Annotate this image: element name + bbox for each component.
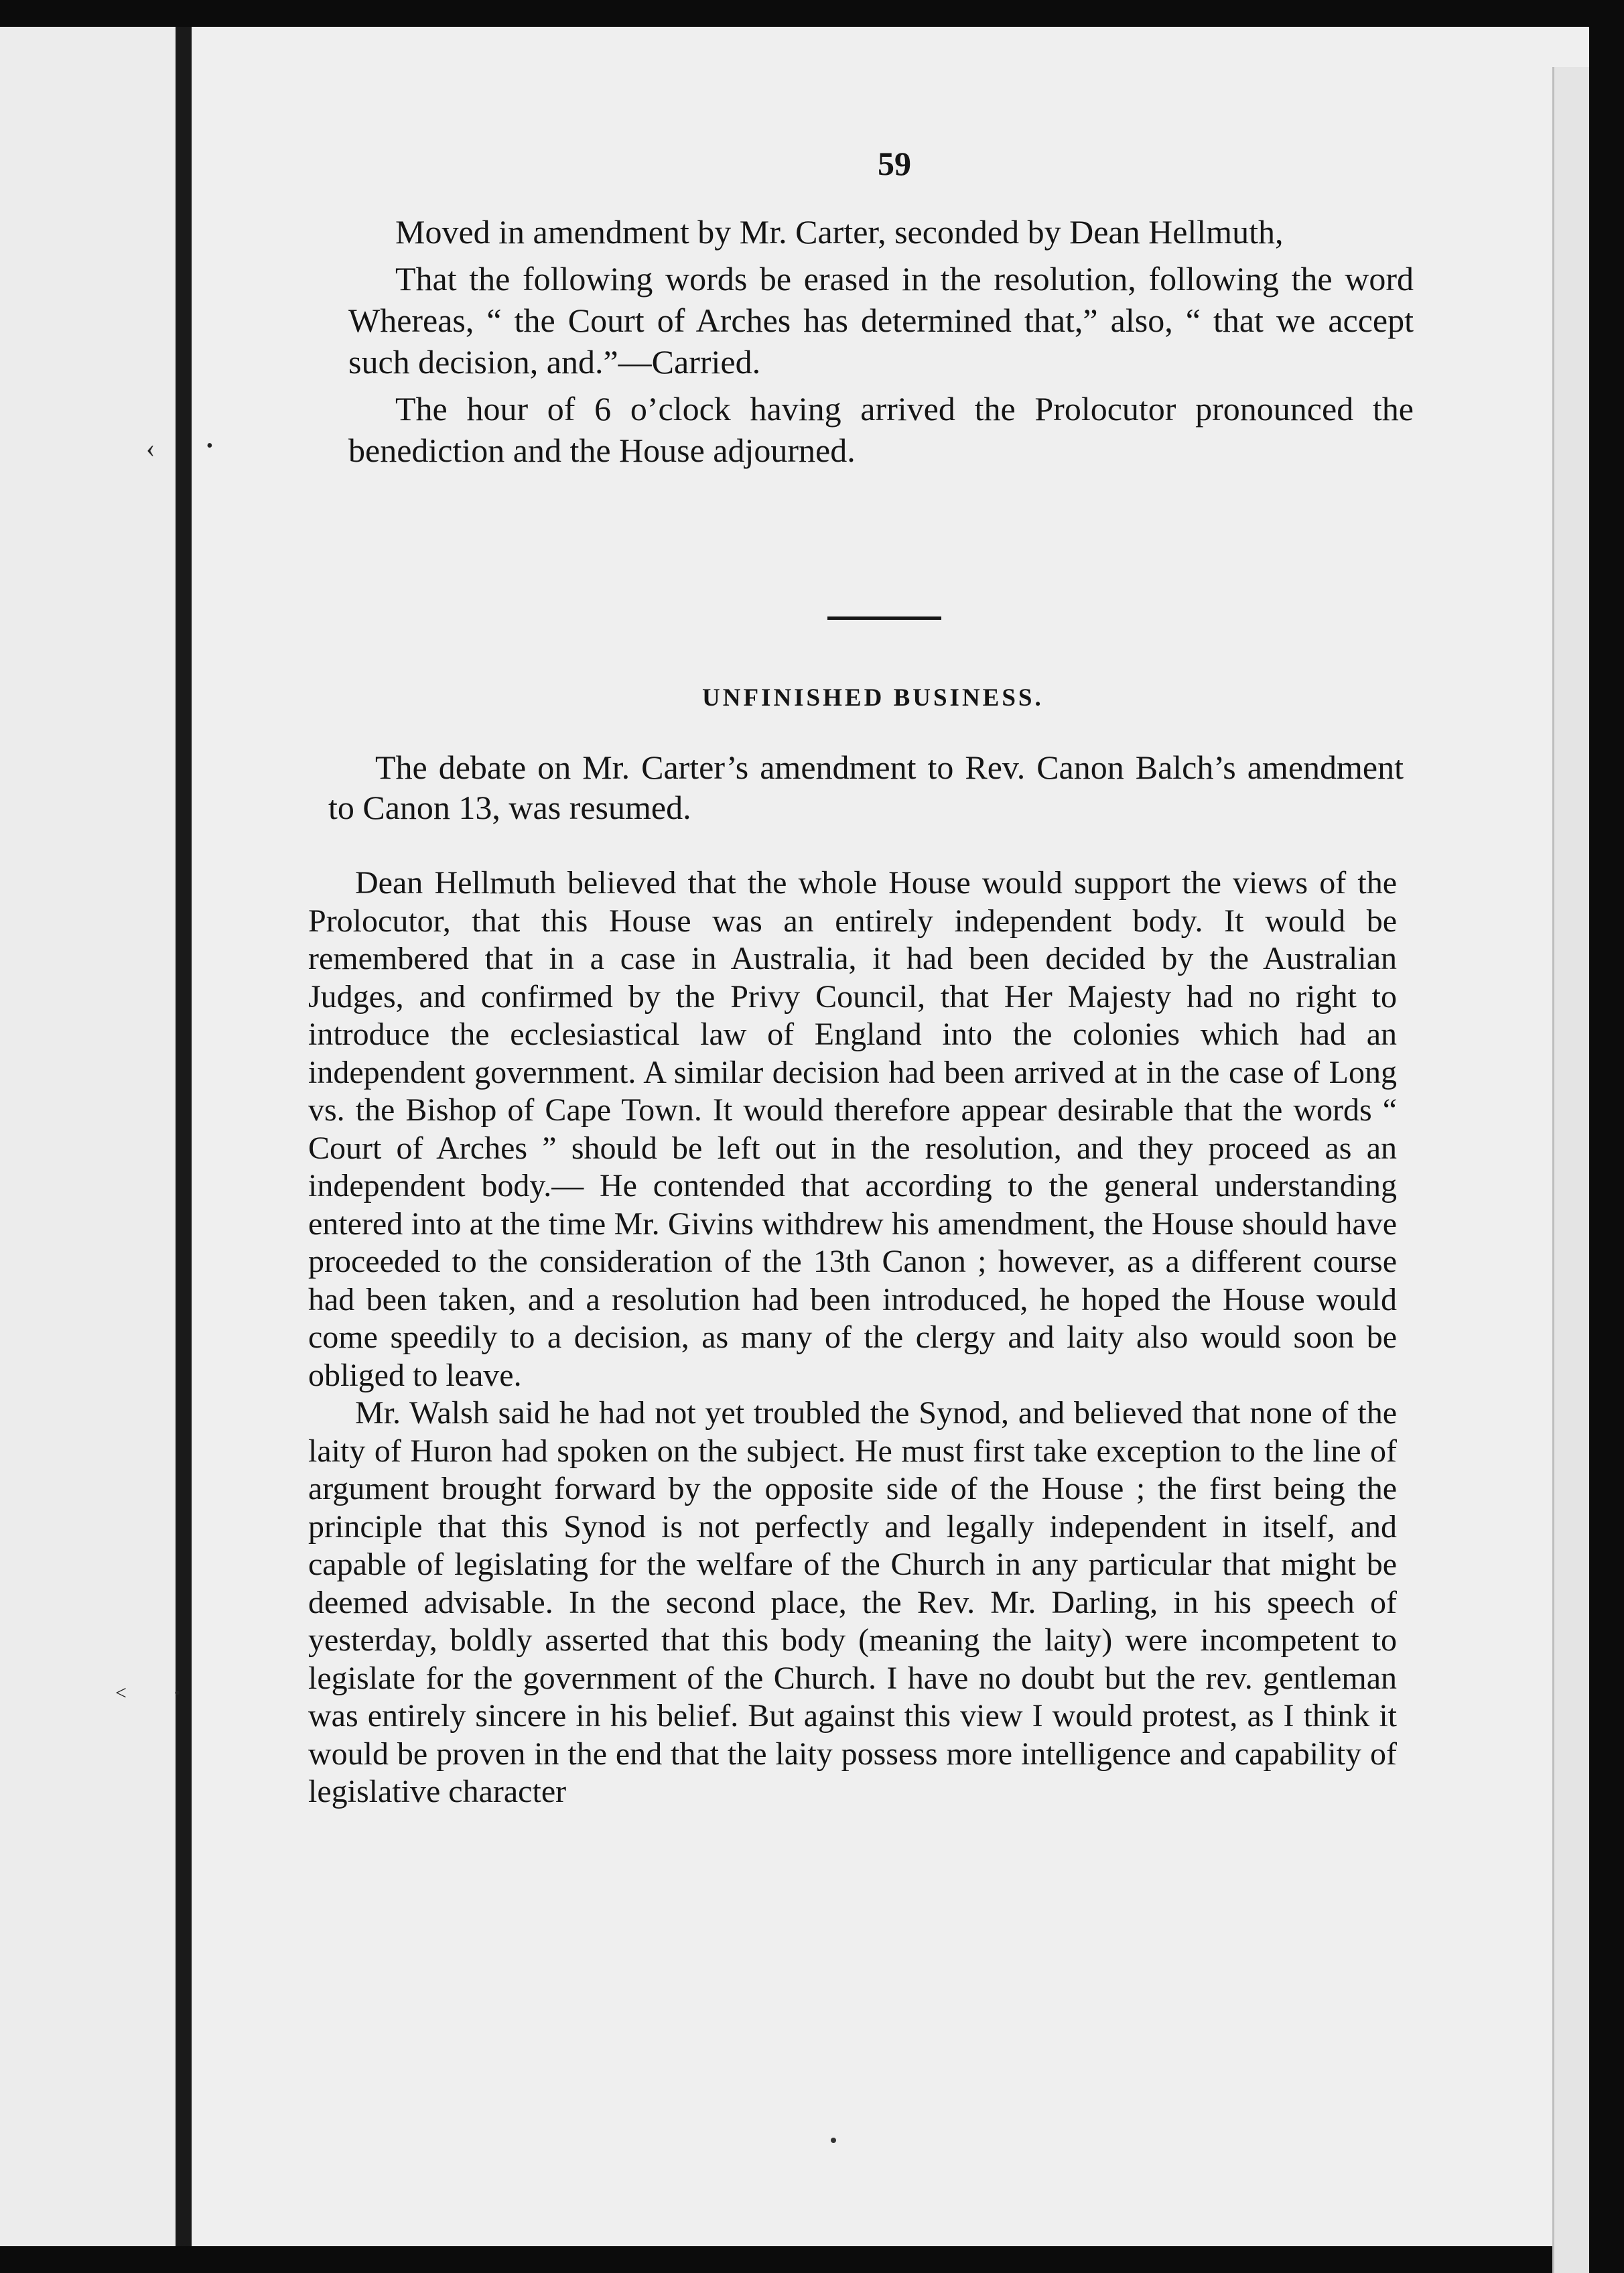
margin-mark: ‹ (146, 433, 155, 463)
paragraph-walsh: Mr. Walsh said he had not yet troubled the Synod, and believed that none of the laity of Huron had spoken on the subject. He must first take exception to the line of argument brought forward by the opposite side of the House ; the first being the principle that this Synod is not perfectly and legally independent in itself, and capable of legislating for the welfare of the Church in any particular that might be deemed advisable. In the second place, the Rev. Mr. Darling, in his speech of yesterday, boldly asserted that this body (meaning the laity) were incompetent to legislate for the government of the Church. I have no doubt but the rev. gentleman was entirely sincere in his belief. But against this view I would protest, as I think it would be proven in the end that the laity possess more intelligence and capability of legislative character (308, 1395, 1397, 1809)
body-text (308, 864, 1397, 1811)
page-number: 59 (878, 145, 911, 182)
paragraph-motion: Moved in amendment by Mr. Carter, seconded by Dean Hellmuth, (395, 213, 1284, 251)
paragraph-erasure: That the following words be erased in the resolution, following the word Whereas, “ the Court of Arches has determined that,” also, “ that we accept such decision, and.”—Carried. (348, 260, 1414, 381)
margin-mark: ˂ (115, 1682, 127, 1704)
page-edge (1552, 67, 1589, 2273)
paragraph-adjourn: The hour of 6 o’clock having arrived the Prolocutor pronounced the benediction and the House adjourned. (348, 390, 1414, 469)
book-gutter (176, 27, 192, 2246)
section-divider (827, 616, 941, 620)
margin-mark: • (174, 1683, 181, 1703)
paragraph-intro: The debate on Mr. Carter’s amendment to Rev. Canon Balch’s amendment to Canon 13, was resumed. (328, 749, 1404, 826)
page-speck (831, 2138, 836, 2143)
paragraph-hellmuth: Dean Hellmuth believed that the whole House would support the views of the Prolocutor, that this House was an entirely independent body. It would be remembered that in a case in Australia, it had been decided by the Australian Judges, and confirmed by the Privy Council, that Her Majesty had no right to introduce the ecclesiastical law of England into the colonies which had an independent government. A similar decision had been arrived at in the case of Long vs. the Bishop of Cape Town. It would therefore appear desirable that the words “ Court of Arches ” should be left out in the resolution, and they proceed as an independent body.— He contended that according to the general understanding entered into at the time Mr. Givins withdrew his amendment, the House should have proceeded to the consideration of the 13th Canon ; however, as a different course had been taken, and a resolution had been introduced, he hoped the House would come speedily to a decision, as many of the clergy and laity also would soon be obliged to leave. (308, 865, 1397, 1393)
top-text (348, 211, 1414, 476)
intro-text (328, 747, 1404, 833)
section-heading: UNFINISHED BUSINESS. (702, 684, 1044, 712)
left-page (0, 27, 176, 2246)
margin-mark: • (206, 436, 213, 456)
